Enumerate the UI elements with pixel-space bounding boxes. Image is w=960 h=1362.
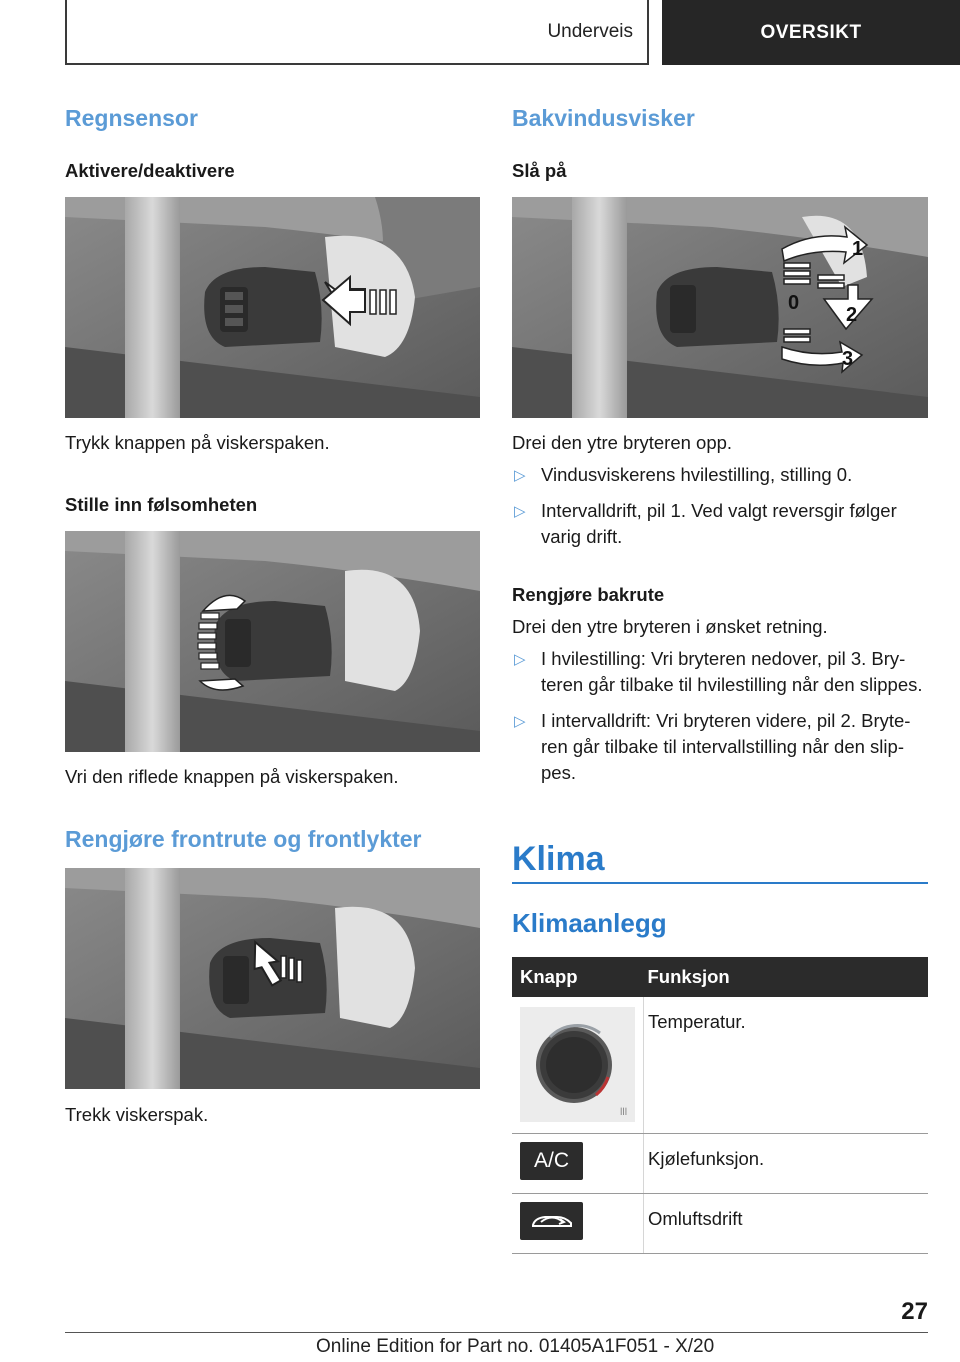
table-row [512,1193,928,1253]
header-active-tab[interactable] [662,0,960,65]
page-number: 27 [901,1298,928,1325]
rear-wiper-on-heading: Slå på [512,160,567,181]
triangle-bullet-icon: ▷ [514,651,526,668]
section-label: Underveis [547,20,633,42]
table-row [512,1133,928,1193]
temperature-knob-icon [520,1007,635,1122]
sensitivity-text: Vri den riflede knappen på viskerspaken. [65,766,399,787]
klima-divider [512,882,928,884]
table-row [512,997,928,1133]
cleaning-title: Rengjøre frontrute og frontlykter [65,826,422,852]
rear-clean-heading: Rengjøre bakrute [512,584,665,605]
function-cell: Omluftsdrift [644,1193,929,1253]
wiper-knurled-knob-photo [65,531,480,752]
rear-wiper-switch-photo [512,197,928,418]
function-cell: Temperatur. [644,997,929,1133]
klimaanlegg-title: Klimaanlegg [512,908,667,938]
footer-edition: Online Edition for Part no. 01405A1F051 - X/20 [316,1336,715,1357]
triangle-bullet-icon: ▷ [514,467,526,484]
sensitivity-heading: Stille inn følsomheten [65,494,258,515]
rear-wiper-on-text: Drei den ytre bryteren opp. [512,432,733,453]
triangle-bullet-icon: ▷ [514,713,526,730]
function-cell: Kjølefunksjon. [644,1133,929,1193]
list-item: ▷ Intervalldrift, pil 1. Ved valgt reversgir følger varig drift. [514,500,897,547]
triangle-bullet-icon: ▷ [514,503,526,520]
rear-wiper-title: Bakvindusvisker [512,105,695,131]
ac-button-icon: A/C [520,1142,583,1180]
list-item: ▷ Vindusviskerens hvilestilling, stilling 0. [512,462,928,488]
position-label-0: 0 [788,292,800,314]
position-label-1: 1 [852,238,864,260]
table-header-row [512,957,928,997]
cleaning-text: Trekk viskerspak. [65,1104,209,1125]
rain-sensor-title: Regnsensor [65,105,198,131]
col-header-function: Funksjon [644,957,929,997]
activate-text: Trykk knappen på viskerspaken. [65,432,330,453]
position-label-3: 3 [842,348,854,370]
rear-clean-list [512,646,928,796]
activate-heading: Aktivere/deaktivere [65,160,235,181]
rear-wiper-on-list [512,462,928,560]
wiper-stalk-push-photo [65,197,480,418]
footer-divider [65,1332,928,1333]
klima-title: Klima [512,840,605,878]
list-item: ▷ I hvilestilling: Vri bryteren nedover, pil 3. Bryteren går tilbake til hvilestilling når den slippes. [514,648,923,695]
list-item: ▷ I intervalldrift: Vri bryteren videre, pil 2. Bryteren går tilbake til intervallstilling når den slippes. [514,710,911,783]
svg-text:ꟾꟾꟾ: ꟾꟾꟾ [620,1108,628,1117]
rear-clean-text: Drei den ytre bryteren i ønsket retning. [512,616,828,637]
recirculation-icon [520,1202,583,1240]
header-section-tab [65,0,649,65]
position-label-2: 2 [846,304,858,326]
active-tab-label: OVERSIKT [760,21,862,43]
col-header-button: Knapp [512,957,644,997]
climate-controls-table [512,957,928,1254]
wiper-stalk-pull-photo [65,868,480,1089]
